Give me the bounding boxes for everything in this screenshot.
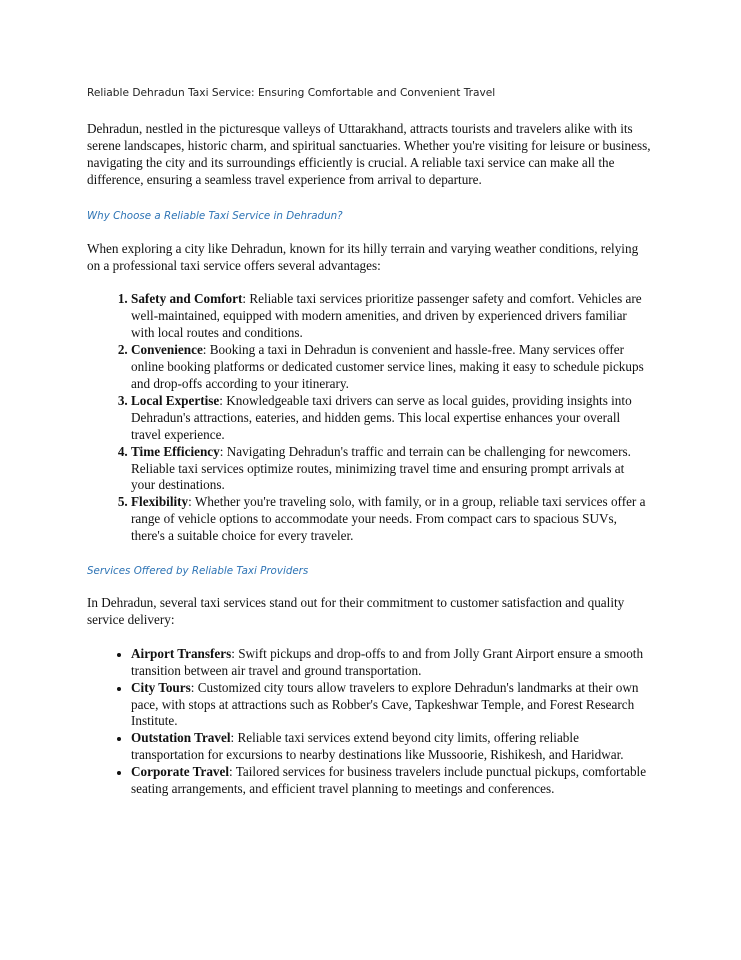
services-list (87, 646, 651, 798)
document-title: Reliable Dehradun Taxi Service: Ensuring Comfortable and Convenient Travel (87, 87, 496, 99)
list-item-term: Time Efficiency (131, 443, 220, 459)
list-item-text: : Swift pickups and drop-offs to and from Jolly Grant Airport ensure a smooth transition between air travel and ground transportation. (131, 645, 644, 678)
list-item (131, 730, 651, 764)
list-item-text: : Knowledgeable taxi drivers can serve as local guides, providing insights into Dehradun's attractions, eateries, and hidden gems. This local expertise enhances your overall travel experience. (131, 392, 632, 442)
list-item (131, 764, 651, 798)
section-heading-why-choose: Why Choose a Reliable Taxi Service in Dehradun? (87, 209, 343, 222)
list-item-term: Outstation Travel (131, 730, 231, 746)
list-item (131, 494, 651, 545)
list-item-term: Airport Transfers (131, 645, 232, 661)
list-item (131, 444, 651, 495)
list-item-term: Flexibility (131, 494, 189, 510)
intro-paragraph: Dehradun, nestled in the picturesque valleys of Uttarakhand, attracts tourists and travelers alike with its serene landscapes, historic charm, and spiritual sanctuaries. Whether you're visiting for leisure or business, navigating the city and its surroundings efficiently is crucial. A reliable taxi service can make all the difference, ensuring a seamless travel experience from arrival to departure. (87, 121, 651, 187)
list-item-text: : Customized city tours allow travelers to explore Dehradun's landmarks at their own pace, with stops at attractions such as Robber's Cave, Tapkeshwar Temple, and Forest Research Institute. (131, 679, 639, 729)
list-item-text: : Whether you're traveling solo, with family, or in a group, reliable taxi services offer a range of vehicle options to accommodate your needs. From compact cars to spacious SUVs, there's a suitable choice for every traveler. (131, 494, 646, 544)
list-item-term: Local Expertise (131, 392, 220, 408)
list-item-term: Convenience (131, 342, 203, 358)
list-item (131, 680, 651, 731)
list-item (131, 393, 651, 444)
section-paragraph-services: In Dehradun, several taxi services stand out for their commitment to customer satisfaction and quality service delivery: (87, 595, 625, 627)
list-item (131, 646, 651, 680)
list-item (131, 291, 651, 342)
document-page (87, 86, 651, 798)
list-item-term: City Tours (131, 679, 191, 695)
list-item-text: : Navigating Dehradun's traffic and terrain can be challenging for newcomers. Reliable taxi services optimize routes, minimizing travel time and ensuring prompt arrivals at your destinations. (131, 443, 631, 493)
list-item-text: : Reliable taxi services extend beyond city limits, offering reliable transportation for excursions to nearby destinations like Mussoorie, Rishikesh, and Haridwar. (131, 730, 624, 763)
section-paragraph-advantages: When exploring a city like Dehradun, known for its hilly terrain and varying weather conditions, relying on a professional taxi service offers several advantages: (87, 240, 639, 273)
section-heading-services: Services Offered by Reliable Taxi Providers (87, 565, 309, 578)
list-item-term: Safety and Comfort (131, 291, 243, 307)
list-item-term: Corporate Travel (131, 764, 230, 780)
list-item-text: : Booking a taxi in Dehradun is convenient and hassle-free. Many services offer online booking platforms or dedicated customer service lines, making it easy to schedule pickups and drop-offs according to your itinerary. (131, 342, 644, 391)
list-item (131, 342, 651, 393)
advantages-list (87, 291, 651, 545)
list-item-text: : Reliable taxi services prioritize passenger safety and comfort. Vehicles are well-maintained, equipped with modern amenities, and driven by experienced drivers familiar with local routes and conditions. (131, 291, 642, 341)
list-item-text: : Tailored services for business travelers include punctual pickups, comfortable seating arrangements, and efficient travel planning to meetings and conferences. (131, 764, 647, 797)
